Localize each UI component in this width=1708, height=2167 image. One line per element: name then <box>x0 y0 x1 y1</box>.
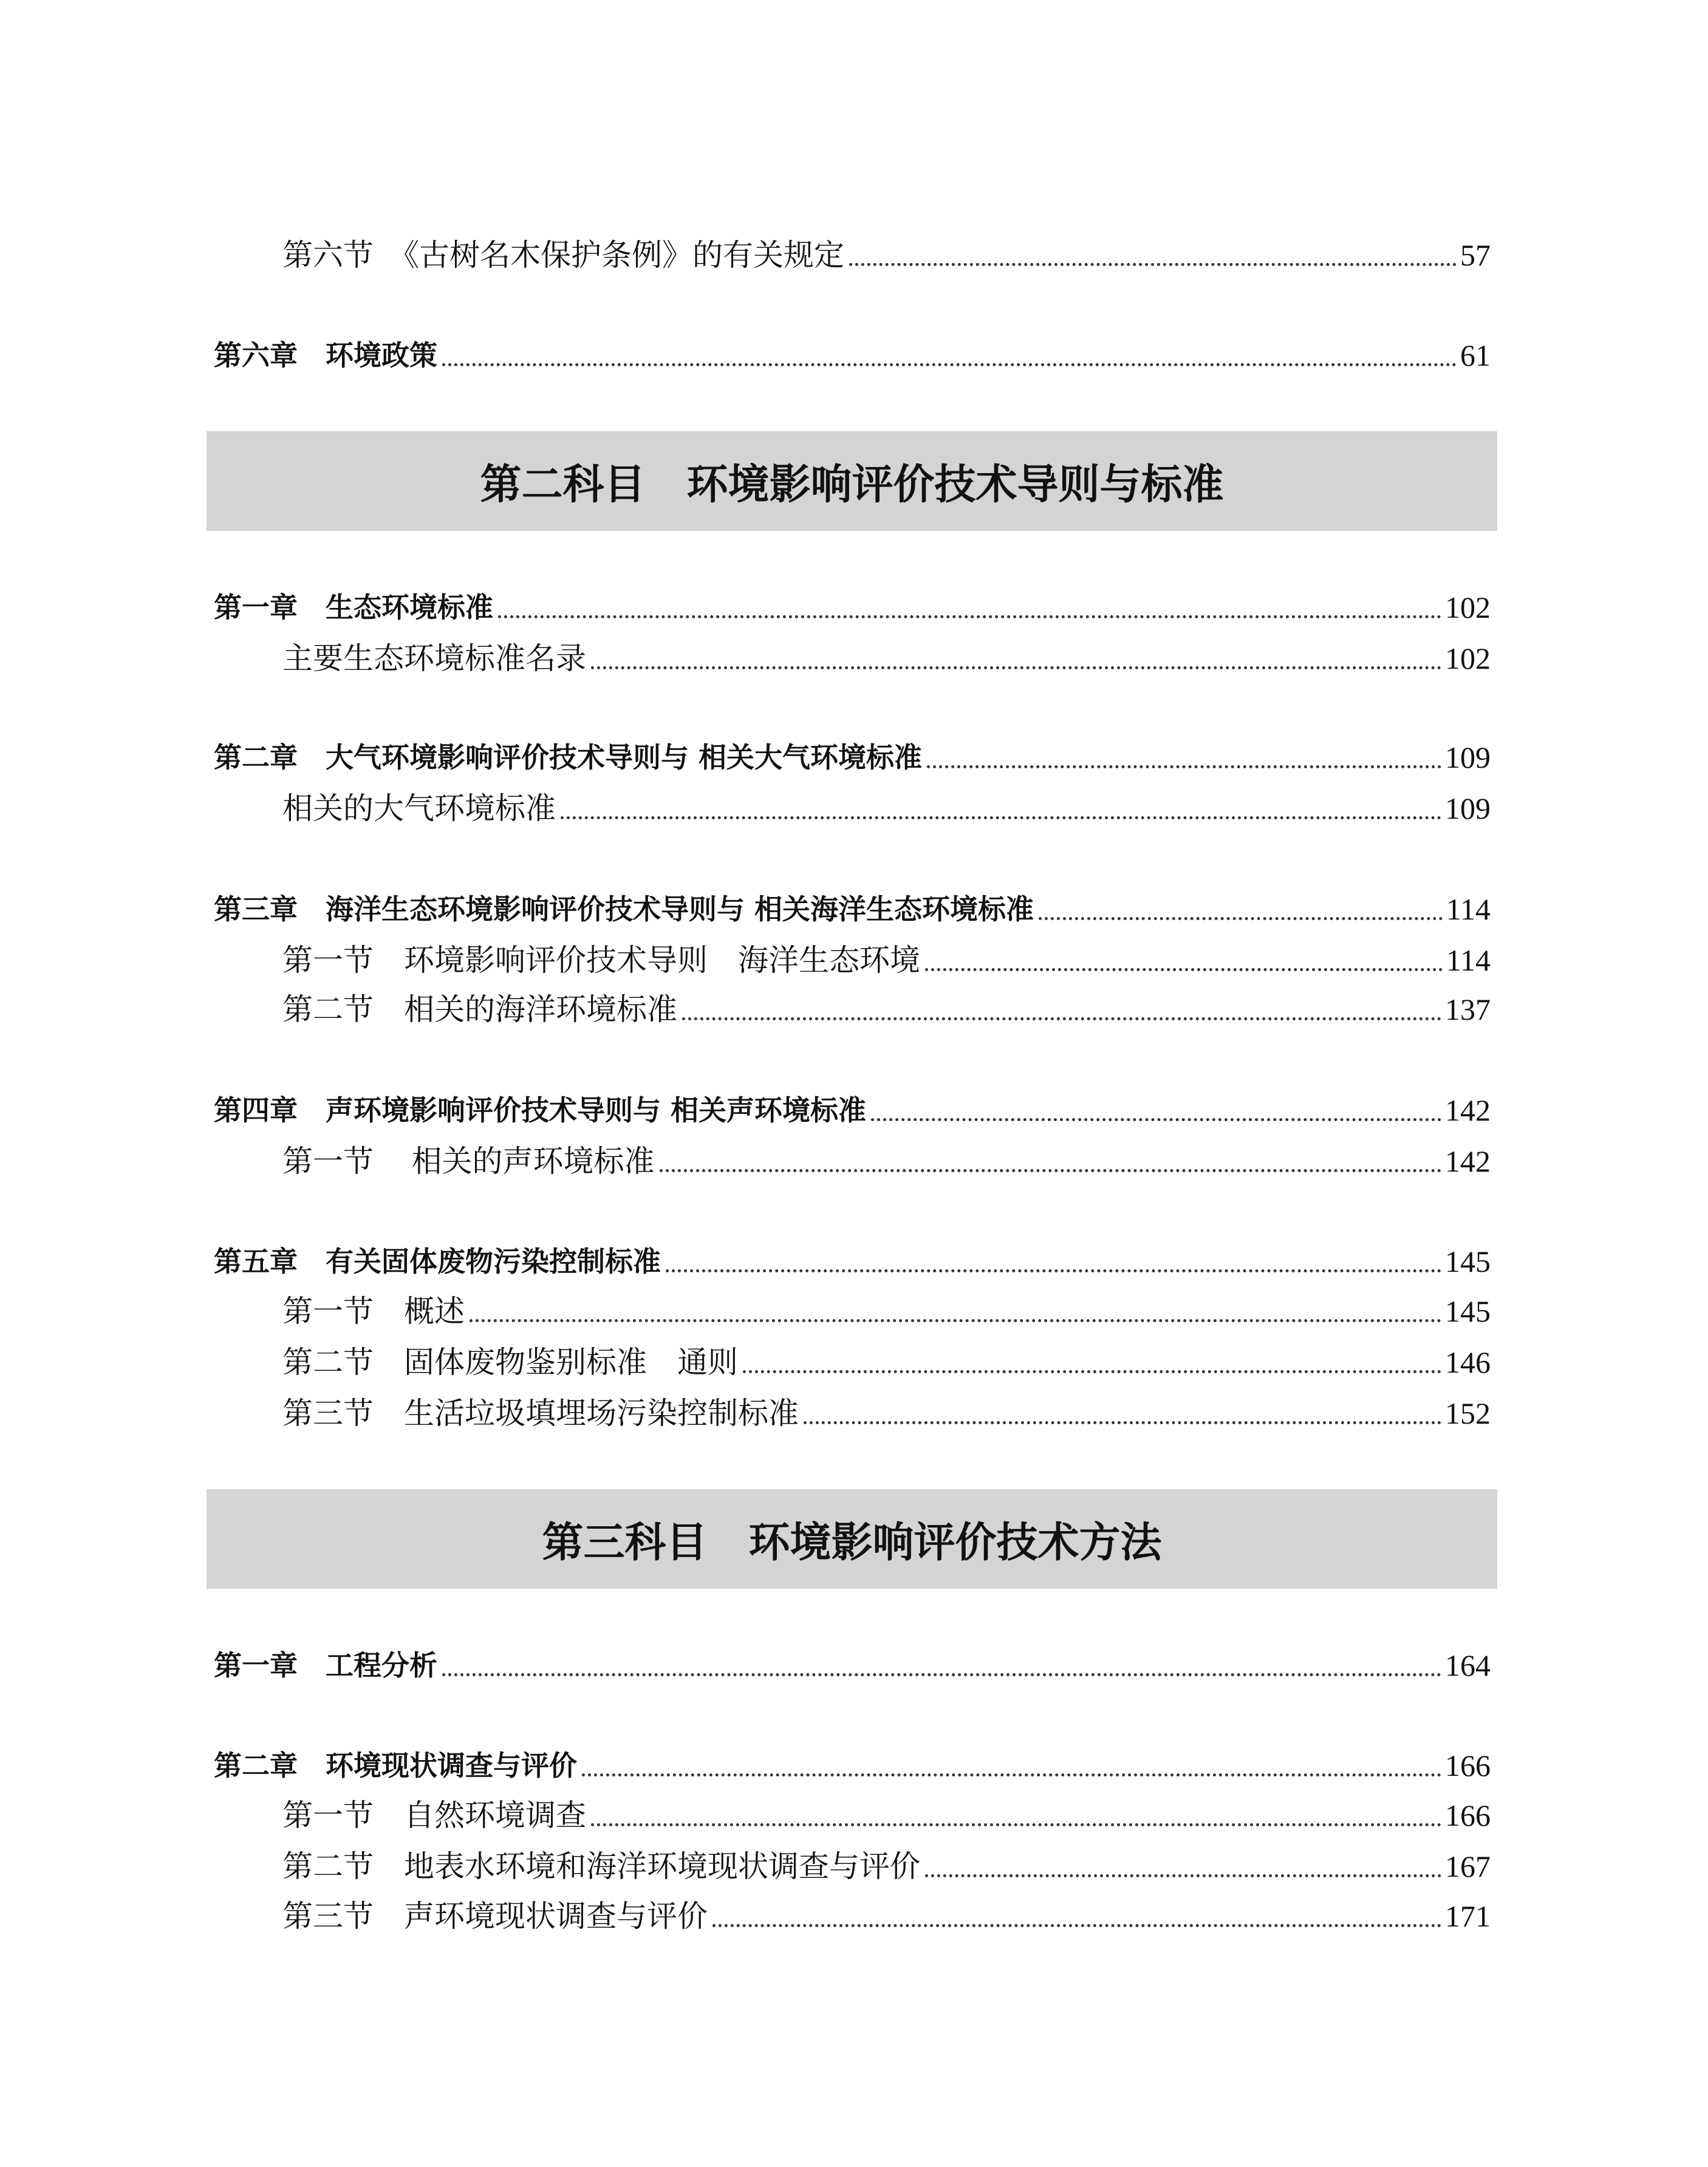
page-number: 109 <box>1445 791 1491 825</box>
page-number: 137 <box>1445 992 1491 1026</box>
page-number: 166 <box>1445 1798 1491 1832</box>
dot-leader <box>470 1319 1441 1322</box>
toc-entry[interactable] <box>282 1897 1491 1936</box>
toc-entry[interactable] <box>282 789 1491 828</box>
entry-label: 第三节 声环境现状调查与评价 <box>282 1899 708 1933</box>
page-number: 164 <box>1445 1648 1491 1682</box>
dot-leader <box>442 363 1457 366</box>
dot-leader <box>871 1118 1441 1121</box>
page-number: 171 <box>1445 1899 1491 1933</box>
page-number: 145 <box>1445 1294 1491 1328</box>
toc-entry[interactable] <box>214 1091 1491 1130</box>
page-number: 114 <box>1446 943 1491 977</box>
entry-label: 第一章 生态环境标准 <box>214 591 493 624</box>
entry-label: 第六章 环境政策 <box>214 339 437 372</box>
dot-leader <box>925 1874 1441 1877</box>
dot-leader <box>498 615 1441 618</box>
dot-leader <box>712 1924 1441 1927</box>
dot-leader <box>582 1773 1441 1776</box>
page-number: 166 <box>1445 1749 1491 1783</box>
entry-label: 第六节 《古树名木保护条例》的有关规定 <box>282 238 844 272</box>
toc-entry[interactable] <box>282 1292 1491 1331</box>
page-number: 142 <box>1445 1144 1491 1178</box>
entry-label: 第一节 概述 <box>282 1294 465 1328</box>
toc-entry[interactable] <box>214 738 1491 777</box>
dot-leader <box>591 666 1441 669</box>
entry-label: 第二章 环境现状调查与评价 <box>214 1749 577 1782</box>
dot-leader <box>682 1017 1441 1020</box>
toc-entry[interactable] <box>214 890 1491 929</box>
page-number: 114 <box>1446 892 1491 926</box>
entry-label: 第一节 自然环境调查 <box>282 1798 586 1832</box>
entry-label: 主要生态环境标准名录 <box>282 641 586 675</box>
entry-label: 相关的大气环境标准 <box>282 791 556 825</box>
toc-entry[interactable] <box>214 1242 1491 1281</box>
page-number: 61 <box>1460 338 1491 372</box>
page-number: 142 <box>1445 1093 1491 1127</box>
entry-label: 第一节 环境影响评价技术导则 海洋生态环境 <box>282 943 920 977</box>
toc-entry[interactable] <box>214 588 1491 627</box>
dot-leader <box>591 1823 1441 1826</box>
dot-leader <box>925 968 1443 971</box>
toc-entry[interactable] <box>214 1646 1491 1685</box>
entry-label: 第一章 工程分析 <box>214 1649 437 1682</box>
page-number: 146 <box>1445 1345 1491 1379</box>
entry-label: 第三章 海洋生态环境影响评价技术导则与 相关海洋生态环境标准 <box>214 893 1034 926</box>
part-heading: 第二科目 环境影响评价技术导则与标准 <box>207 431 1497 531</box>
page-number: 145 <box>1445 1244 1491 1278</box>
dot-leader <box>743 1370 1441 1373</box>
dot-leader <box>561 816 1441 819</box>
toc-entry[interactable] <box>282 639 1491 678</box>
entry-label: 第四章 声环境影响评价技术导则与 相关声环境标准 <box>214 1094 867 1127</box>
toc-entry[interactable] <box>282 990 1491 1029</box>
toc-entry[interactable] <box>282 1847 1491 1886</box>
dot-leader <box>442 1673 1441 1676</box>
toc-entry[interactable] <box>282 1142 1491 1181</box>
entry-label: 第二节 地表水环境和海洋环境现状调查与评价 <box>282 1849 920 1883</box>
dot-leader <box>849 263 1457 266</box>
page-number: 109 <box>1445 740 1491 774</box>
dot-leader <box>666 1269 1441 1272</box>
page-number: 167 <box>1445 1849 1491 1883</box>
dot-leader <box>1039 917 1443 920</box>
entry-label: 第二章 大气环境影响评价技术导则与 相关大气环境标准 <box>214 741 923 774</box>
toc-entry[interactable] <box>282 1343 1491 1382</box>
entry-label: 第二节 固体废物鉴别标准 通则 <box>282 1345 738 1379</box>
entry-label: 第三节 生活垃圾填埋场污染控制标准 <box>282 1396 799 1430</box>
toc-entry[interactable] <box>282 1796 1491 1835</box>
page-number: 102 <box>1445 590 1491 624</box>
dot-leader <box>927 765 1441 768</box>
dot-leader <box>660 1169 1442 1172</box>
part-heading: 第三科目 环境影响评价技术方法 <box>207 1489 1497 1589</box>
toc-entry[interactable] <box>282 236 1491 275</box>
page-number: 57 <box>1460 238 1491 272</box>
page-number: 102 <box>1445 641 1491 675</box>
toc-entry[interactable] <box>214 336 1491 375</box>
toc-entry[interactable] <box>282 1394 1491 1433</box>
entry-label: 第一节 相关的声环境标准 <box>282 1144 655 1178</box>
toc-entry[interactable] <box>214 1746 1491 1785</box>
page-number: 152 <box>1445 1396 1491 1430</box>
entry-label: 第五章 有关固体废物污染控制标准 <box>214 1245 661 1278</box>
entry-label: 第二节 相关的海洋环境标准 <box>282 992 677 1026</box>
toc-entry[interactable] <box>282 941 1491 980</box>
dot-leader <box>804 1421 1441 1424</box>
